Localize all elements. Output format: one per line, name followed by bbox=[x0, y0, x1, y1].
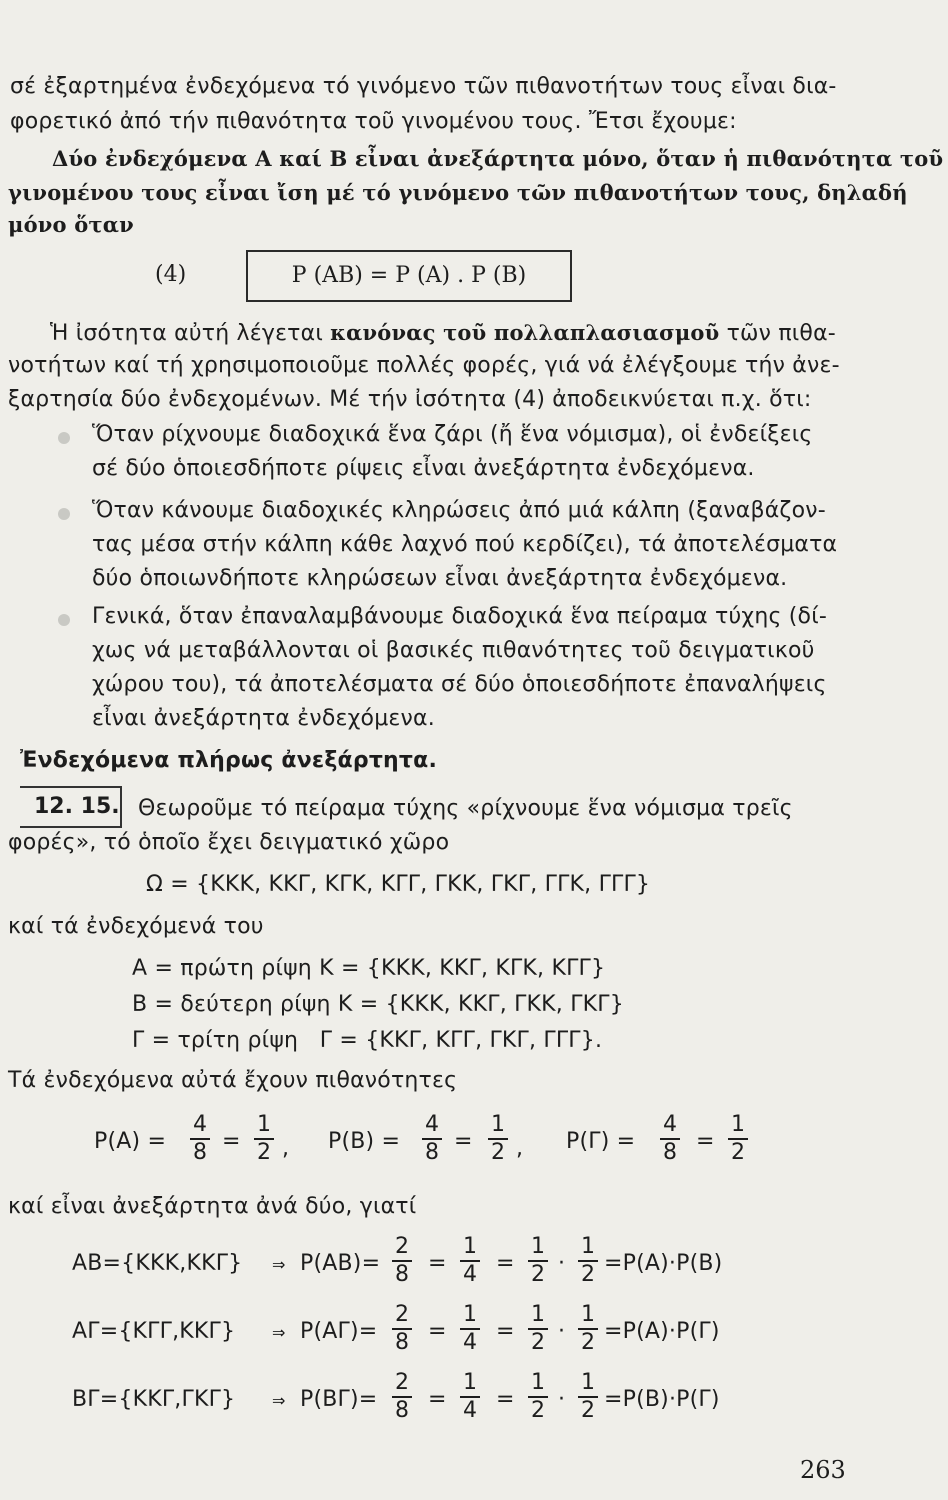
pair-prob: P(ΒΓ)= bbox=[300, 1387, 378, 1412]
denominator: 4 bbox=[460, 1396, 480, 1424]
denominator: 8 bbox=[660, 1138, 680, 1166]
para2-line1-start: Ἡ ἰσότητα αὐτή λέγεται bbox=[50, 321, 331, 346]
comma: , bbox=[516, 1136, 524, 1161]
denominator: 2 bbox=[528, 1396, 548, 1424]
numerator: 1 bbox=[531, 1234, 545, 1259]
denominator: 8 bbox=[392, 1396, 412, 1424]
pair-set: ΑΒ={ΚΚΚ,ΚΚΓ} bbox=[72, 1251, 243, 1276]
bullet1-line2: σέ δύο ὁποιεσδήποτε ρίψεις εἶναι ἀνεξάρτητα ἐνδεχόμενα. bbox=[92, 456, 755, 481]
numerator: 1 bbox=[463, 1302, 477, 1327]
bullet3-line4: εἶναι ἀνεξάρτητα ἐνδεχόμενα. bbox=[92, 706, 435, 731]
bullet-dot bbox=[58, 508, 70, 520]
events-intro: καί τά ἐνδεχόμενά του bbox=[8, 914, 264, 939]
denominator: 8 bbox=[422, 1138, 442, 1166]
numerator: 1 bbox=[581, 1234, 595, 1259]
pair-set: ΑΓ={ΚΓΓ,ΚΚΓ} bbox=[72, 1319, 236, 1344]
numerator: 1 bbox=[491, 1112, 505, 1137]
frac bbox=[392, 1302, 412, 1356]
denominator: 2 bbox=[254, 1138, 274, 1166]
prob-b-frac1 bbox=[422, 1112, 442, 1166]
theorem-line1: Δύο ἐνδεχόμενα Α καί Β εἶναι ἀνεξάρτητα μόνο, ὅταν ἡ πιθανότητα τοῦ bbox=[52, 146, 944, 171]
formula-box bbox=[246, 250, 572, 302]
pair-result: =P(B)·P(Γ) bbox=[604, 1387, 720, 1412]
para1-line1: σέ ἐξαρτημένα ἐνδεχόμενα τό γινόμενο τῶν πιθανοτήτων τους εἶναι δια- bbox=[10, 74, 837, 99]
numerator: 2 bbox=[395, 1302, 409, 1327]
implies-arrow: ⇒ bbox=[272, 1391, 286, 1410]
denominator: 2 bbox=[578, 1396, 598, 1424]
event-c: Γ = τρίτη ρίψη Γ = {ΚΚΓ, ΚΓΓ, ΓΚΓ, ΓΓΓ}. bbox=[132, 1028, 603, 1053]
denominator: 2 bbox=[728, 1138, 748, 1166]
numerator: 1 bbox=[531, 1370, 545, 1395]
prob-c-label: P(Γ) = bbox=[566, 1129, 636, 1154]
frac bbox=[578, 1234, 598, 1288]
bullet3-line3: χώρου του), τά ἀποτελέσματα σέ δύο ὁποιεσδήποτε ἐπαναλήψεις bbox=[92, 672, 827, 697]
implies-arrow: ⇒ bbox=[272, 1323, 286, 1342]
frac bbox=[460, 1302, 480, 1356]
prob-a-frac2 bbox=[254, 1112, 274, 1166]
pairs-intro: καί εἶναι ἀνεξάρτητα ἀνά δύο, γιατί bbox=[8, 1194, 417, 1219]
denominator: 4 bbox=[460, 1260, 480, 1288]
frac bbox=[528, 1302, 548, 1356]
denominator: 2 bbox=[528, 1328, 548, 1356]
bullet-dot bbox=[58, 432, 70, 444]
numerator: 1 bbox=[463, 1370, 477, 1395]
dot-operator: · bbox=[558, 1251, 566, 1276]
denominator: 2 bbox=[578, 1260, 598, 1288]
para2-line1-end: τῶν πιθα- bbox=[719, 321, 836, 346]
numerator: 1 bbox=[731, 1112, 745, 1137]
bullet2-line3: δύο ὁποιωνδήποτε κληρώσεων εἶναι ἀνεξάρτητα ἐνδεχόμενα. bbox=[92, 566, 788, 591]
example-line2: φορές», τό ὁποῖο ἔχει δειγματικό χῶρο bbox=[8, 830, 450, 855]
pair-result: =P(A)·P(Γ) bbox=[604, 1319, 720, 1344]
para2-line3: ξαρτησία δύο ἐνδεχομένων. Μέ τήν ἰσότητα (4) ἀποδεικνύεται π.χ. ὅτι: bbox=[8, 387, 812, 412]
theorem-line3: μόνο ὅταν bbox=[8, 212, 134, 237]
pair-result: =P(A)·P(B) bbox=[604, 1251, 723, 1276]
dot-operator: · bbox=[558, 1319, 566, 1344]
formula-number: (4) bbox=[155, 262, 187, 287]
frac bbox=[528, 1234, 548, 1288]
implies-arrow: ⇒ bbox=[272, 1255, 286, 1274]
prob-a-label: P(A) = bbox=[94, 1129, 167, 1154]
pair-set: ΒΓ={ΚΚΓ,ΓΚΓ} bbox=[72, 1387, 236, 1412]
bullet3-line2: χως νά μεταβάλλονται οἱ βασικές πιθανότητες τοῦ δειγματικοῦ bbox=[92, 638, 815, 663]
frac bbox=[578, 1302, 598, 1356]
bullet2-line1: Ὅταν κάνουμε διαδοχικές κληρώσεις ἀπό μιά κάλπη (ξαναβάζον- bbox=[92, 498, 826, 523]
numerator: 1 bbox=[581, 1302, 595, 1327]
example-number: 12. 15. bbox=[20, 786, 122, 828]
theorem-line2: γινομένου τους εἶναι ἴση μέ τό γινόμενο τῶν πιθανοτήτων τους, δηλαδή bbox=[8, 180, 908, 205]
page-number: 263 bbox=[800, 1456, 846, 1484]
equals-sign: = bbox=[428, 1251, 447, 1276]
prob-a-frac1 bbox=[190, 1112, 210, 1166]
numerator: 4 bbox=[193, 1112, 207, 1137]
numerator: 4 bbox=[425, 1112, 439, 1137]
bullet1-line1: Ὅταν ρίχνουμε διαδοχικά ἕνα ζάρι (ἤ ἕνα νόμισμα), οἱ ἐνδείξεις bbox=[92, 422, 813, 447]
frac bbox=[460, 1370, 480, 1424]
formula-text: P (AB) = P (A) . P (B) bbox=[291, 263, 527, 288]
numerator: 2 bbox=[395, 1370, 409, 1395]
equals-sign: = bbox=[428, 1387, 447, 1412]
prob-c-frac1 bbox=[660, 1112, 680, 1166]
denominator: 2 bbox=[528, 1260, 548, 1288]
equals-sign: = bbox=[454, 1129, 473, 1154]
numerator: 1 bbox=[463, 1234, 477, 1259]
equals-sign: = bbox=[496, 1251, 515, 1276]
equals-sign: = bbox=[496, 1387, 515, 1412]
event-b: Β = δεύτερη ρίψη Κ = {ΚΚΚ, ΚΚΓ, ΓΚΚ, ΓΚΓ} bbox=[132, 992, 624, 1017]
frac bbox=[578, 1370, 598, 1424]
frac bbox=[392, 1370, 412, 1424]
dot-operator: · bbox=[558, 1387, 566, 1412]
sample-space: Ω = {ΚΚΚ, ΚΚΓ, ΚΓΚ, ΚΓΓ, ΓΚΚ, ΓΚΓ, ΓΓΚ, ΓΓΓ} bbox=[146, 872, 651, 897]
denominator: 2 bbox=[578, 1328, 598, 1356]
equals-sign: = bbox=[428, 1319, 447, 1344]
pair-prob: P(AΓ)= bbox=[300, 1319, 378, 1344]
para1-line2: φορετικό ἀπό τήν πιθανότητα τοῦ γινομένου τους. Ἔτσι ἔχουμε: bbox=[10, 109, 737, 134]
numerator: 4 bbox=[663, 1112, 677, 1137]
numerator: 1 bbox=[531, 1302, 545, 1327]
denominator: 2 bbox=[488, 1138, 508, 1166]
para2-line2: νοτήτων καί τή χρησιμοποιοῦμε πολλές φορές, γιά νά ἐλέγξουμε τήν ἀνε- bbox=[8, 353, 840, 378]
multiplication-rule-term: κανόνας τοῦ πολλαπλασιασμοῦ bbox=[330, 320, 720, 345]
comma: , bbox=[282, 1136, 290, 1161]
denominator: 8 bbox=[392, 1328, 412, 1356]
prob-c-frac2 bbox=[728, 1112, 748, 1166]
equals-sign: = bbox=[496, 1319, 515, 1344]
probabilities-intro: Τά ἐνδεχόμενα αὐτά ἔχουν πιθανότητες bbox=[8, 1068, 458, 1093]
numerator: 1 bbox=[581, 1370, 595, 1395]
frac bbox=[460, 1234, 480, 1288]
section-title: Ἐνδεχόμενα πλήρως ἀνεξάρτητα. bbox=[20, 748, 438, 773]
denominator: 8 bbox=[190, 1138, 210, 1166]
prob-b-label: P(B) = bbox=[328, 1129, 401, 1154]
prob-b-frac2 bbox=[488, 1112, 508, 1166]
numerator: 2 bbox=[395, 1234, 409, 1259]
equals-sign: = bbox=[696, 1129, 715, 1154]
numerator: 1 bbox=[257, 1112, 271, 1137]
para2-line1 bbox=[50, 320, 836, 346]
pair-prob: P(AB)= bbox=[300, 1251, 381, 1276]
frac bbox=[392, 1234, 412, 1288]
event-a: Α = πρώτη ρίψη Κ = {ΚΚΚ, ΚΚΓ, ΚΓΚ, ΚΓΓ} bbox=[132, 956, 606, 981]
denominator: 4 bbox=[460, 1328, 480, 1356]
bullet2-line2: τας μέσα στήν κάλπη κάθε λαχνό πού κερδίζει), τά ἀποτελέσματα bbox=[92, 532, 838, 557]
denominator: 8 bbox=[392, 1260, 412, 1288]
equals-sign: = bbox=[222, 1129, 241, 1154]
bullet-dot bbox=[58, 614, 70, 626]
bullet3-line1: Γενικά, ὅταν ἐπαναλαμβάνουμε διαδοχικά ἕνα πείραμα τύχης (δί- bbox=[92, 604, 827, 629]
frac bbox=[528, 1370, 548, 1424]
example-line1: Θεωροῦμε τό πείραμα τύχης «ρίχνουμε ἕνα νόμισμα τρεῖς bbox=[138, 796, 793, 821]
